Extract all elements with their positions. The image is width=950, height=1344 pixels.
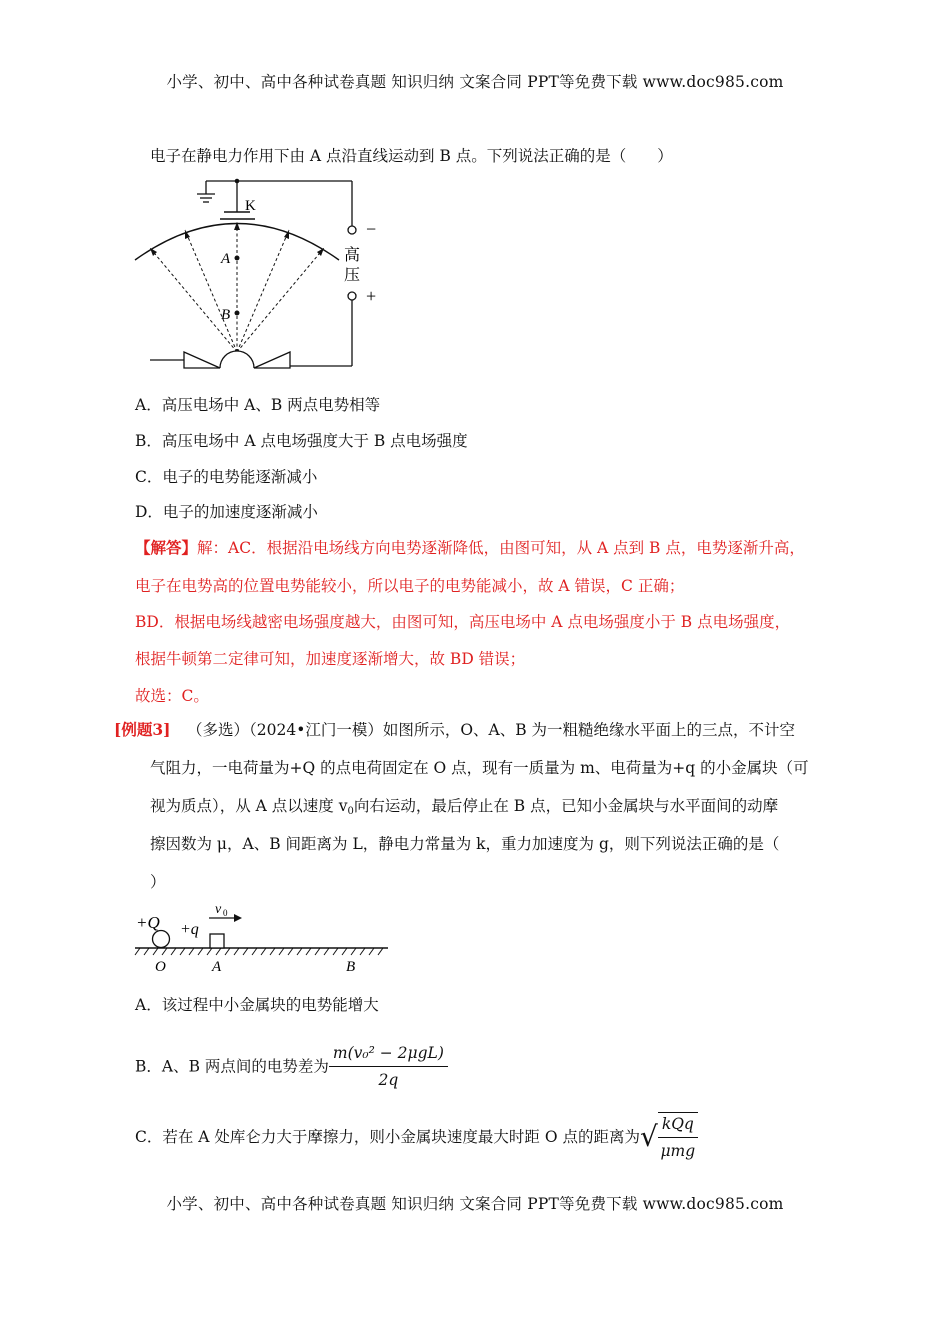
distance-fraction: $\frac{\text{kQq}}{\text{μmg}}$ (658, 1112, 698, 1162)
plus-terminal-label: + (366, 286, 377, 306)
velocity-sub-label: 0 (223, 908, 228, 918)
surface-figure (130, 898, 395, 976)
answer-line-5: 故选：C。 (135, 687, 209, 705)
velocity-label: v (215, 902, 222, 917)
point-b-label-2: B (346, 959, 356, 975)
q3-line-3: 视为质点），从 A 点以速度 $v_0$向右运动，最后停止在 B 点，已知小金属块与水平面间的动摩 (150, 797, 779, 817)
answer-line-1: 【解答】解：AC．根据沿电场线方向电势逐渐降低，由图可知，从 A 点到 B 点，电势逐渐升高， (135, 538, 805, 557)
q3-option-c: C．若在 A 处库仑力大于摩擦力，则小金属块速度最大时距 O 点的距离为√ $\frac{\text{kQq}}{\text{μmg}}$ (135, 1112, 698, 1162)
q3-option-b: B．A、B 两点间的电势差为 $\frac{\text{m(v₀² − 2μgL)}}{2q}$ (135, 1042, 448, 1091)
point-o-label: O (155, 959, 166, 975)
ground-icon (197, 181, 215, 202)
option-d: D．电子的加速度逐渐减小 (135, 503, 318, 521)
option-c: C．电子的电势能逐渐减小 (135, 468, 318, 486)
point-a-label-2: A (212, 959, 222, 975)
high-voltage-field-figure (130, 172, 400, 377)
page-footer: 小学、初中、高中各种试卷真题 知识归纳 文案合同 PPT等免费下载 www.doc985.com (166, 1195, 784, 1213)
question-stem: 电子在静电力作用下由 A 点沿直线运动到 B 点。下列说法正确的是（ ） (150, 147, 673, 165)
point-a-label: A (221, 251, 231, 267)
option-b: B．高压电场中 A 点电场强度大于 B 点电场强度 (135, 432, 468, 450)
point-b-label: B (221, 307, 231, 323)
minus-terminal-label: − (366, 219, 377, 239)
high-voltage-label-1: 高 (344, 247, 361, 264)
sqrt-symbol: √ (639, 1120, 658, 1153)
example-tag: [例题3] (114, 720, 171, 739)
q3-line-1: （多选）（2024•江门一模）如图所示，O、A、B 为一粗糙绝缘水平面上的三点，不计空 (187, 721, 796, 739)
charge-small-q-label: +q (180, 921, 199, 938)
q3-line-4: 擦因数为 μ，A、B 间距离为 L，静电力常量为 k，重力加速度为 g，则下列说法正确的是（ (150, 835, 780, 853)
q3-line-5: ） (150, 873, 166, 891)
charge-big-q-label: +Q (136, 913, 160, 932)
page-header: 小学、初中、高中各种试卷真题 知识归纳 文案合同 PPT等免费下载 www.doc985.com (166, 73, 784, 91)
q3-line-2: 气阻力，一电荷量为+Q 的点电荷固定在 O 点，现有一质量为 m、电荷量为+q 的小金属块（可 (150, 759, 809, 777)
answer-line-4: 根据牛顿第二定律可知，加速度逐渐增大，故 BD 错误； (135, 650, 526, 668)
switch-k-label: K (245, 198, 256, 214)
q3-option-a: A．该过程中小金属块的电势能增大 (135, 996, 379, 1014)
high-voltage-label-2: 压 (344, 267, 361, 284)
answer-line-3: BD．根据电场线越密电场强度越大，由图可知，高压电场中 A 点电场强度小于 B 点电场强度， (135, 613, 791, 631)
potential-diff-fraction: $\frac{\text{m(v₀² − 2μgL)}}{2q}$ (329, 1042, 448, 1091)
answer-line-2: 电子在电势高的位置电势能较小，所以电子的电势能减小，故 A 错误，C 正确； (135, 577, 685, 595)
option-a: A．高压电场中 A、B 两点电势相等 (135, 396, 381, 414)
answer-tag: 【解答】 (135, 538, 198, 557)
